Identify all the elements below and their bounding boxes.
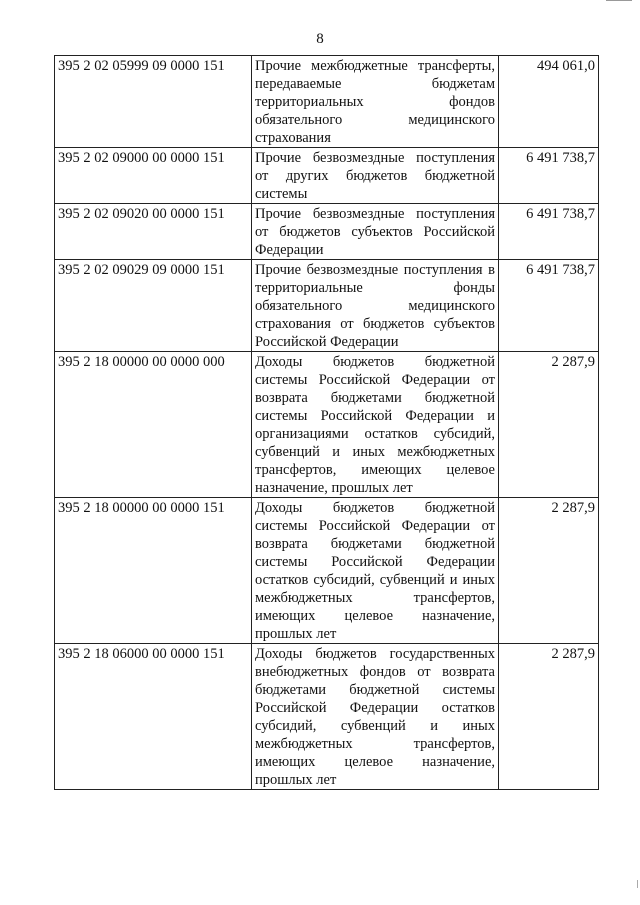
revenue-description: Прочие безвозмездные поступления в территориальные фонды обязательного медицинского страхования от бюджетов субъектов Российской Федерации xyxy=(252,260,499,352)
scan-artifact xyxy=(606,0,632,11)
revenue-description: Доходы бюджетов государственных внебюджетных фондов от возврата бюджетами бюджетной системы Российской Федерации остатков субсидий, субвенций и иных межбюджетных трансфертов, имеющих целевое назначение, прошлых лет xyxy=(252,644,499,790)
page-number: 8 xyxy=(316,31,324,47)
table-row xyxy=(55,644,599,790)
amount: 494 061,0 xyxy=(499,56,599,148)
budget-code: 395 2 02 09000 00 0000 151 xyxy=(55,148,252,204)
table-row xyxy=(55,204,599,260)
table-row xyxy=(55,56,599,148)
amount: 2 287,9 xyxy=(499,352,599,498)
amount: 6 491 738,7 xyxy=(499,148,599,204)
amount: 6 491 738,7 xyxy=(499,260,599,352)
table-row xyxy=(55,148,599,204)
amount: 6 491 738,7 xyxy=(499,204,599,260)
revenue-table xyxy=(54,55,599,790)
amount: 2 287,9 xyxy=(499,644,599,790)
table-row xyxy=(55,352,599,498)
budget-code: 395 2 18 06000 00 0000 151 xyxy=(55,644,252,790)
budget-code: 395 2 02 05999 09 0000 151 xyxy=(55,56,252,148)
revenue-description: Доходы бюджетов бюджетной системы Российской Федерации от возврата бюджетами бюджетной системы Российской Федерации и организациями остатков субсидий, субвенций и иных межбюджетных трансфертов, имеющих целевое назначение, прошлых лет xyxy=(252,352,499,498)
revenue-description: Прочие безвозмездные поступления от других бюджетов бюджетной системы xyxy=(252,148,499,204)
budget-code: 395 2 18 00000 00 0000 000 xyxy=(55,352,252,498)
scan-artifact-edge xyxy=(631,880,638,888)
revenue-description: Доходы бюджетов бюджетной системы Российской Федерации от возврата бюджетами бюджетной системы Российской Федерации остатков субсидий, субвенций и иных межбюджетных трансфертов, имеющих целевое назначение, прошлых лет xyxy=(252,498,499,644)
budget-code: 395 2 02 09020 00 0000 151 xyxy=(55,204,252,260)
table-row xyxy=(55,498,599,644)
amount: 2 287,9 xyxy=(499,498,599,644)
revenue-description: Прочие межбюджетные трансферты, передаваемые бюджетам территориальных фондов обязательного медицинского страхования xyxy=(252,56,499,148)
budget-code: 395 2 18 00000 00 0000 151 xyxy=(55,498,252,644)
revenue-description: Прочие безвозмездные поступления от бюджетов субъектов Российской Федерации xyxy=(252,204,499,260)
table-row xyxy=(55,260,599,352)
budget-code: 395 2 02 09029 09 0000 151 xyxy=(55,260,252,352)
